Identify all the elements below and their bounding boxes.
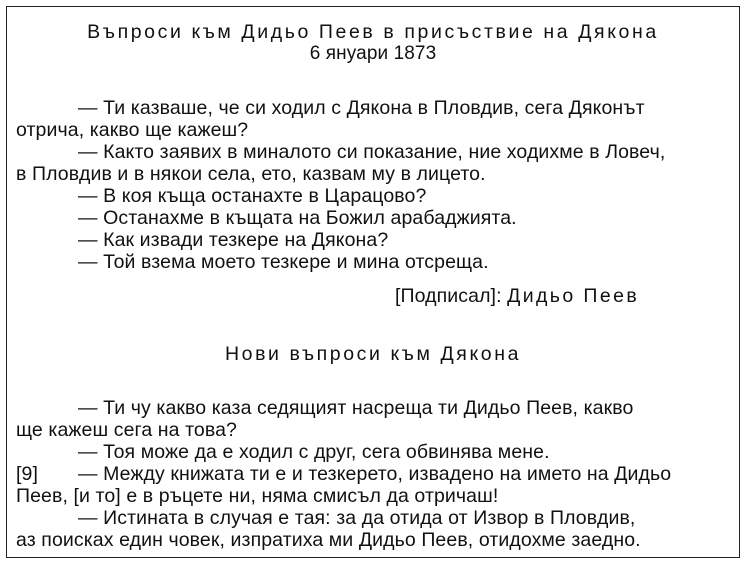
answer-line: — Останахме в къщата на Божил арабаджията. [78, 207, 517, 229]
document-date: 6 януари 1873 [309, 43, 437, 64]
question-line: — Между книжата ти е и тезкерето, извадено на името на Дидьо [78, 463, 672, 485]
signature-name: Дидьо Пеев [507, 285, 640, 307]
question-line: — Ти чу какво каза седящият насреща ти Дидьо Пеев, какво [78, 397, 634, 419]
question-line: — Как извади тезкере на Дякона? [78, 229, 389, 251]
question-line: — В коя къща останахте в Царацово? [78, 185, 427, 207]
question-line: ще кажеш сега на това? [16, 419, 238, 441]
document-page [6, 6, 740, 558]
section-title: Нови въпроси към Дякона [224, 343, 522, 365]
question-line: отрича, какво ще кажеш? [16, 119, 249, 141]
answer-line: — Както заявих в миналото си показание, ние ходихме в Ловеч, [78, 141, 666, 163]
answer-line: в Пловдив и в някои села, ето, казвам му в лицето. [16, 163, 486, 185]
page-marker: [9] [16, 463, 38, 485]
question-line: Пеев, [и то] е в ръцете ни, няма смисъл да отричаш! [16, 485, 499, 507]
answer-line: аз поисках един човек, изпратиха ми Дидьо Пеев, отидохме заедно. [16, 529, 641, 551]
answer-line: — Той взема моето тезкере и мина отсреща. [78, 251, 489, 273]
question-line: — Ти казваше, че си ходил с Дякона в Пловдив, сега Дяконът [78, 97, 645, 119]
signature [395, 285, 639, 307]
signature-label: [Подписал]: [395, 285, 502, 307]
document-title: Въпроси към Дидьо Пеев в присъствие на Дякона [87, 21, 659, 43]
answer-line: — Истината в случая е тая: за да отида от Извор в Пловдив, [78, 507, 636, 529]
answer-line: — Тоя може да е ходил с друг, сега обвинява мене. [78, 441, 550, 463]
